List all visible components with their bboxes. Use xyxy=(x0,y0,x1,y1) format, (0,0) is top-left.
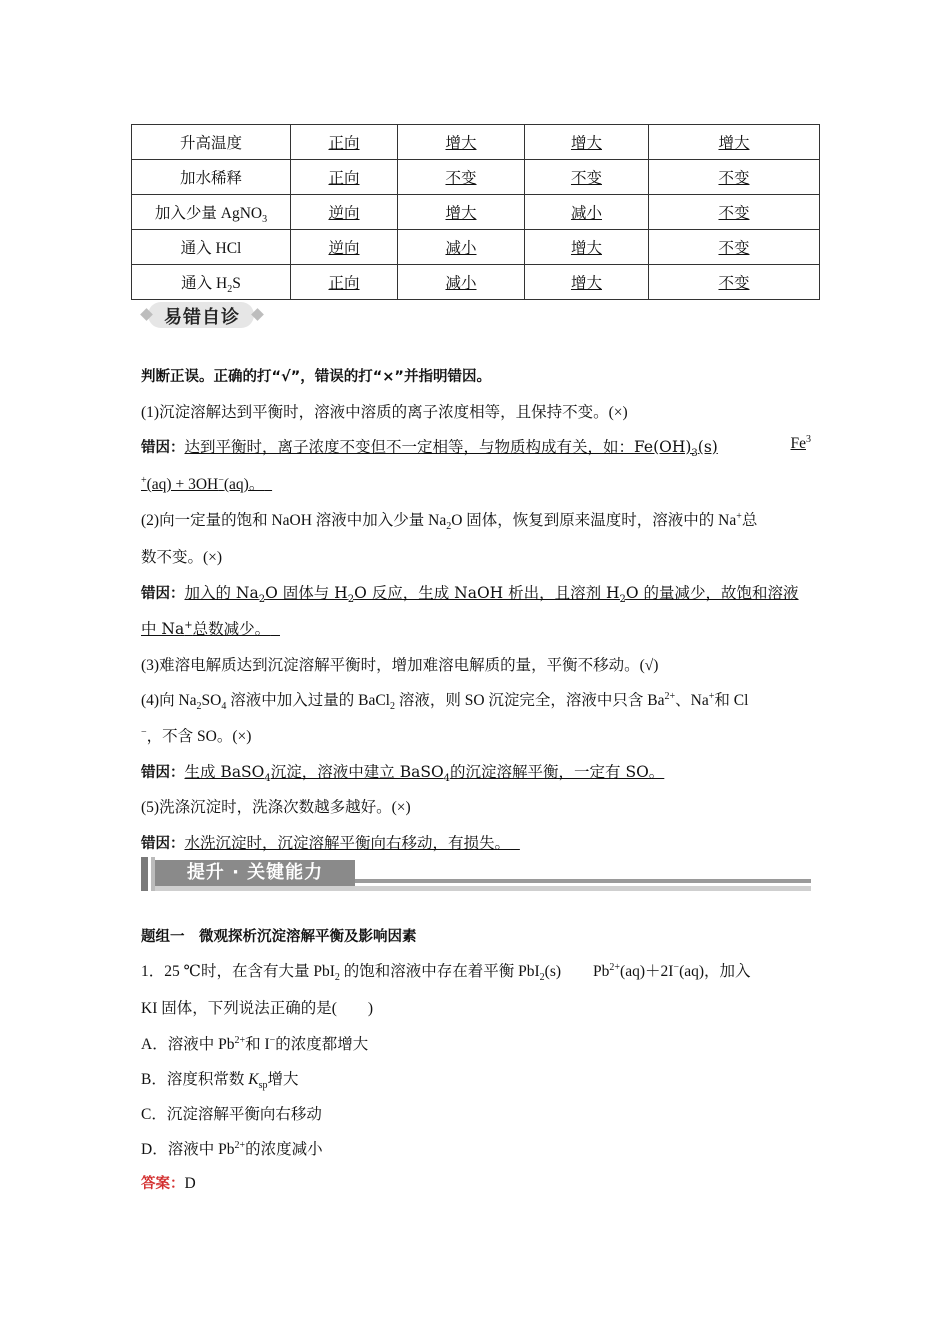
table-cell: 不变 xyxy=(649,160,820,195)
error-reason-1-cont: +(aq) + 3OH−(aq)。 xyxy=(141,474,265,493)
table-cell: 减小 xyxy=(525,195,649,230)
table-cell: 加水稀释 xyxy=(132,160,291,195)
table-cell: 正向 xyxy=(291,160,398,195)
question-4-cont: −，不含 SO。(×) xyxy=(141,726,252,745)
table-cell: 增大 xyxy=(525,265,649,300)
table-row xyxy=(132,125,820,160)
section-badge xyxy=(140,300,264,330)
table-cell: 逆向 xyxy=(291,230,398,265)
table-cell: 正向 xyxy=(291,265,398,300)
error-reason-4: 错因：生成 BaSO$_4$沉淀，溶液中建立 BaSO$_4$的沉淀溶解平衡，一定有 SO。 xyxy=(141,763,665,785)
error-reason-2: 错因：加入的 $Na_2O$ 固体与 $H_2O$ 反应，生成 NaOH 析出，且溶剂 $H_2O$ 的量减少，故饱和溶液 xyxy=(141,584,799,606)
table-cell: 增大 xyxy=(525,230,649,265)
table-cell: 通入 $H_2S$ xyxy=(132,265,291,300)
answer-value: D xyxy=(184,1175,196,1192)
instruction: 判断正误。正确的打“√”，错误的打“×”并指明错因。 xyxy=(141,369,491,385)
answer-label: 答案： xyxy=(141,1176,185,1192)
question-3: (3)难溶电解质达到沉淀溶解平衡时，增加难溶电解质的量，平衡不移动。(√) xyxy=(141,657,659,674)
group-title: 题组一 微观探析沉淀溶解平衡及影响因素 xyxy=(141,929,417,945)
error-reason-2-cont: 中 Na+总数减少。 xyxy=(141,619,271,638)
table-cell: 升高温度 xyxy=(132,125,291,160)
table-cell: 通入 HCl xyxy=(132,230,291,265)
error-reason-1: 错因：达到平衡时，离子浓度不变但不一定相等，与物质构成有关，如：$Fe(OH)_3(s)$ Fe$^3$ xyxy=(141,433,811,460)
option-d: D．溶液中 $Pb^{2+}$的浓度减小 xyxy=(141,1139,323,1158)
question-1: (1)沉淀溶解达到平衡时，溶液中溶质的离子浓度相等，且保持不变。(×) xyxy=(141,404,628,421)
error-reason-5: 错因：水洗沉淀时，沉淀溶解平衡向右移动，有损失。 xyxy=(141,834,511,852)
table-row xyxy=(132,195,820,230)
table-row xyxy=(132,230,820,265)
question-text: 1．25 ℃时，在含有大量 PbI$_2$ 的饱和溶液中存在着平衡 PbI$_2$(s) $Pb^{2+}(aq)+2I^-(aq)$，加入 xyxy=(141,961,751,984)
table-cell: 加入少量 AgNO$_3$ xyxy=(132,195,291,230)
question-5: (5)洗涤沉淀时，洗涤次数越多越好。(×) xyxy=(141,799,411,816)
table-cell: 增大 xyxy=(398,195,525,230)
badge-title: 易错自诊 xyxy=(164,307,240,328)
table-cell: 不变 xyxy=(525,160,649,195)
question-2-cont: 数不变。(×) xyxy=(141,549,223,566)
table-row xyxy=(132,160,820,195)
table-cell: 不变 xyxy=(649,230,820,265)
question-4: (4)向 $Na_2SO_4$ 溶液中加入过量的 BaCl$_2$ 溶液，则 SO 沉淀完全，溶液中只含 $Ba^{2+}$、Na+和 Cl xyxy=(141,690,749,713)
condition-table xyxy=(131,124,820,300)
table-cell: 不变 xyxy=(649,265,820,300)
option-b: B．溶度积常数 $K_{sp}$增大 xyxy=(141,1071,299,1092)
question-text-cont: KI 固体，下列说法正确的是( ) xyxy=(141,1000,374,1017)
option-a: A．溶液中 $Pb^{2+}$和 I−的浓度都增大 xyxy=(141,1034,369,1053)
answer xyxy=(141,1172,196,1193)
table-cell: 增大 xyxy=(398,125,525,160)
table-cell: 减小 xyxy=(398,265,525,300)
table-row xyxy=(132,265,820,300)
table-cell: 不变 xyxy=(649,195,820,230)
table-cell: 正向 xyxy=(291,125,398,160)
table-cell: 不变 xyxy=(398,160,525,195)
option-c: C．沉淀溶解平衡向右移动 xyxy=(141,1106,322,1123)
table-cell: 增大 xyxy=(525,125,649,160)
section-banner xyxy=(141,857,811,891)
table-cell: 增大 xyxy=(649,125,820,160)
table-cell: 减小 xyxy=(398,230,525,265)
table-cell: 逆向 xyxy=(291,195,398,230)
banner-title: 提升 · 关键能力 xyxy=(155,860,355,886)
question-2: (2)向一定量的饱和 NaOH 溶液中加入少量 $Na_2O$ 固体，恢复到原来温度时，溶液中的 Na+总 xyxy=(141,510,758,533)
